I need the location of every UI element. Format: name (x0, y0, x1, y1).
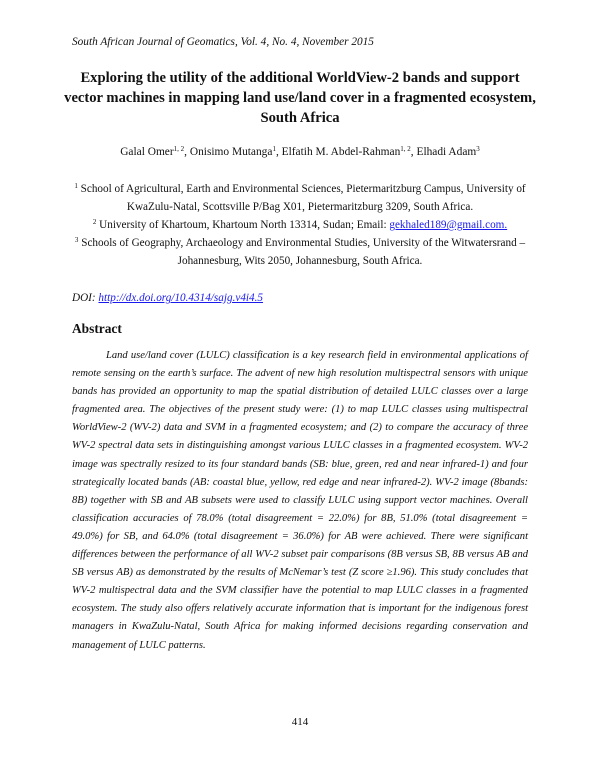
abstract-heading: Abstract (72, 321, 122, 336)
affiliations (70, 180, 530, 270)
doi-label: DOI: (72, 292, 99, 304)
abstract-body: Land use/land cover (LULC) classification is a key research field in environmental applications of remote sensing on the earth’s surface. The advent of new high resolution multispectral sensors with unique bands has provided an opportunity to map the spatial distribution of detailed LULC classes over a large fragmented area. The objectives of the present study were: (1) to map LULC classes using multispectral WorldView-2 (WV-2) data and SVM in a fragmented ecosystem; and (2) to compare the accuracy of three WV-2 spectral data sets in distinguishing amongst various LULC classes in a fragmented ecosystem. WV-2 image was spectrally resized to its four standard bands (SB: blue, green, red and near infrared-1) and four strategically located bands (AB: coastal blue, yellow, red edge and near infrared-2). WV-2 image (8bands: 8B) together with SB and AB subsets were used to classify LULC using support vector machines. Overall classification accuracies of 78.0% (total disagreement = 22.0%) for 8B, 51.0% (total disagreement = 49.0%) for SB, and 64.0% (total disagreement = 36.0%) for AB were achieved. There were significant differences between the performance of all WV-2 subset pair comparisons (8B versus SB, 8B versus AB and SB versus AB) as demonstrated by the results of McNemar’s test (Z score ≥1.96). This study concludes that WV-2 multispectral data and the SVM classifier have the potential to map LULC classes in a fragmented ecosystem. The study also offers relatively accurate information that is important for the indigenous forest managers in KwaZulu-Natal, South Africa for making informed decisions regarding conservation and management of LULC patterns. (72, 350, 528, 651)
affiliation-3: $^3$ Schools of Geography, Archaeology and Environmental Studies, University of the Witwatersrand – Johannesburg, Wits 2050, Johannesburg, South Africa. (74, 236, 526, 267)
doi-line (72, 292, 263, 304)
doi-link[interactable]: http://dx.doi.org/10.4314/sajg.v4i4.5 (98, 292, 264, 304)
affiliation-1: $^1$ School of Agricultural, Earth and Environmental Sciences, Pietermaritzburg Campus, University of KwaZulu-Natal, Scottsville P/Bag X01, Pietermaritzburg 3209, South Africa. (74, 182, 526, 213)
author-name: Galal Omer (120, 146, 174, 158)
author-affiliation-mark: 3 (476, 145, 480, 153)
email-link[interactable]: gekhaled189@gmail.com. (389, 219, 508, 231)
paper-title: Exploring the utility of the additional WorldView-2 bands and support vector machines in mapping land use/land cover in a fragmented ecosystem, South Africa (64, 70, 536, 126)
page-number: 414 (291, 716, 309, 728)
author-affiliation-mark: 1, 2 (400, 145, 411, 153)
author-name: Onisimo Mutanga (189, 146, 273, 158)
author-name: Elhadi Adam (416, 146, 477, 158)
author-name: Elfatih M. Abdel-Rahman (281, 146, 401, 158)
author-list: Galal Omer$^{1, 2}$, Onisimo Mutanga$^1$, Elfatih M. Abdel-Rahman$^{1, 2}$, Elhadi Adam$^3$ (120, 145, 480, 158)
journal-header: South African Journal of Geomatics, Vol. 4, No. 4, November 2015 (72, 36, 374, 48)
affiliation-2: $^2$ University of Khartoum, Khartoum North 13314, Sudan; Email: gekhaled189@gmail.com. (92, 218, 508, 231)
author-affiliation-mark: 1, 2 (173, 145, 185, 153)
author-affiliation-mark: 1 (272, 145, 276, 153)
